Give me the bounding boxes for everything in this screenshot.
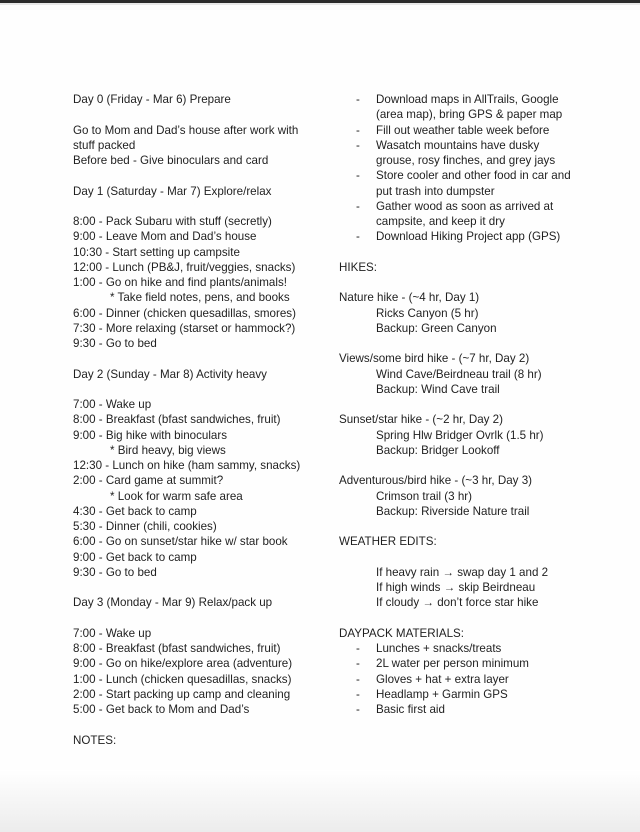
bullet-dash: - bbox=[356, 123, 360, 137]
hike-backup-trail: Backup: Wind Cave trail bbox=[376, 382, 500, 396]
hikes-list bbox=[339, 290, 599, 534]
hike-primary-trail: Crimson trail (3 hr) bbox=[376, 489, 472, 503]
spacer bbox=[339, 458, 599, 473]
spacer bbox=[339, 245, 599, 260]
bullet-text: Download Hiking Project app (GPS) bbox=[376, 230, 561, 244]
spacer bbox=[339, 275, 599, 290]
hike-title: Sunset/star hike - (~2 hr, Day 2) bbox=[339, 413, 503, 427]
notes-bullet-list bbox=[339, 92, 599, 245]
schedule-item: 9:00 - Leave Mom and Dad’s house bbox=[73, 230, 257, 244]
hike-entry bbox=[339, 290, 599, 351]
day3-schedule bbox=[73, 626, 333, 718]
bullet-dash: - bbox=[356, 703, 360, 716]
hike-backup-trail: Backup: Green Canyon bbox=[376, 321, 497, 335]
schedule-item: 9:30 - Go to bed bbox=[73, 337, 157, 350]
day0-line: stuff packed bbox=[73, 138, 136, 152]
hike-title: Views/some bird hike - (~7 hr, Day 2) bbox=[339, 352, 530, 366]
bullet-text: Lunches + snacks/treats bbox=[376, 642, 502, 655]
left-column bbox=[73, 92, 333, 748]
weather-rule: If heavy rain → swap day 1 and 2 bbox=[376, 565, 549, 579]
hike-primary-trail: Ricks Canyon (5 hr) bbox=[376, 306, 479, 320]
bullet-item bbox=[339, 138, 599, 169]
bullet-text: Gather wood as soon as arrived at campsite, and keep it dry bbox=[376, 199, 554, 228]
schedule-item: 1:00 - Go on hike and find plants/animals! bbox=[73, 276, 287, 289]
bullet-dash: - bbox=[356, 199, 360, 213]
spacer bbox=[339, 611, 599, 626]
daypack-bullet-list bbox=[339, 641, 599, 717]
notes-heading: NOTES: bbox=[73, 733, 117, 747]
bullet-dash: - bbox=[356, 657, 360, 671]
day0-line: Go to Mom and Dad’s house after work with bbox=[73, 123, 299, 137]
weather-heading: WEATHER EDITS: bbox=[339, 535, 437, 549]
spacer bbox=[339, 550, 599, 565]
schedule-item: 5:00 - Get back to Mom and Dad’s bbox=[73, 703, 250, 716]
spacer bbox=[73, 382, 333, 397]
page-bottom-shadow bbox=[0, 770, 640, 832]
schedule-note: * Look for warm safe area bbox=[110, 489, 243, 503]
bullet-text: Headlamp + Garmin GPS bbox=[376, 687, 508, 701]
schedule-item: 6:00 - Go on sunset/star hike w/ star book bbox=[73, 535, 288, 549]
bullet-text: Basic first aid bbox=[376, 703, 445, 716]
bullet-dash: - bbox=[356, 642, 360, 655]
hike-entry bbox=[339, 412, 599, 473]
bullet-item bbox=[339, 672, 599, 687]
bullet-text: Download maps in AllTrails, Google (area map), bring GPS & paper map bbox=[376, 93, 563, 122]
schedule-item: 8:00 - Pack Subaru with stuff (secretly) bbox=[73, 215, 272, 228]
schedule-item: 7:30 - More relaxing (starset or hammock?) bbox=[73, 321, 296, 335]
bullet-item bbox=[339, 641, 599, 656]
schedule-item: 2:00 - Card game at summit? bbox=[73, 474, 224, 488]
schedule-item: 9:00 - Get back to camp bbox=[73, 550, 197, 564]
schedule-note: * Bird heavy, big views bbox=[110, 443, 226, 457]
window-top-shadow bbox=[0, 3, 640, 5]
hike-title: Nature hike - (~4 hr, Day 1) bbox=[339, 291, 480, 305]
day0-heading: Day 0 (Friday - Mar 6) Prepare bbox=[73, 93, 231, 106]
bullet-text: Gloves + hat + extra layer bbox=[376, 672, 509, 686]
schedule-item: 7:00 - Wake up bbox=[73, 398, 152, 411]
schedule-item: 9:30 - Go to bed bbox=[73, 565, 157, 579]
schedule-item: 2:00 - Start packing up camp and cleaning bbox=[73, 687, 291, 701]
spacer bbox=[73, 351, 333, 366]
bullet-dash: - bbox=[356, 138, 360, 152]
day3-heading: Day 3 (Monday - Mar 9) Relax/pack up bbox=[73, 596, 273, 610]
schedule-item: 7:00 - Wake up bbox=[73, 626, 152, 640]
schedule-item: 8:00 - Breakfast (bfast sandwiches, fruit) bbox=[73, 413, 281, 427]
bullet-item bbox=[339, 702, 599, 717]
spacer bbox=[73, 580, 333, 595]
weather-rule: If high winds → skip Beirdneau bbox=[376, 581, 536, 594]
spacer bbox=[339, 336, 599, 351]
day2-heading: Day 2 (Sunday - Mar 8) Activity heavy bbox=[73, 367, 267, 381]
hikes-heading: HIKES: bbox=[339, 260, 378, 274]
day0-line: Before bed - Give binoculars and card bbox=[73, 154, 269, 167]
daypack-heading: DAYPACK MATERIALS: bbox=[339, 626, 464, 640]
bullet-item bbox=[339, 229, 599, 244]
schedule-item: 1:00 - Lunch (chicken quesadillas, snacks) bbox=[73, 672, 292, 686]
schedule-item: 9:00 - Go on hike/explore area (adventure) bbox=[73, 657, 293, 671]
schedule-item: 4:30 - Get back to camp bbox=[73, 504, 197, 518]
schedule-item: 12:00 - Lunch (PB&J, fruit/veggies, snacks) bbox=[73, 260, 296, 274]
bullet-text: Wasatch mountains have dusky grouse, rosy finches, and grey jays bbox=[376, 138, 556, 167]
bullet-item bbox=[339, 656, 599, 671]
spacer bbox=[73, 611, 333, 626]
bullet-text: Store cooler and other food in car and put trash into dumpster bbox=[376, 169, 571, 198]
hike-backup-trail: Backup: Bridger Lookoff bbox=[376, 443, 500, 457]
bullet-dash: - bbox=[356, 93, 360, 106]
bullet-item bbox=[339, 199, 599, 230]
hike-entry bbox=[339, 351, 599, 412]
bullet-dash: - bbox=[356, 687, 360, 701]
spacer bbox=[73, 168, 333, 183]
spacer bbox=[73, 199, 333, 214]
spacer bbox=[73, 717, 333, 732]
day2-schedule bbox=[73, 397, 333, 580]
bullet-dash: - bbox=[356, 169, 360, 183]
bullet-text: 2L water per person minimum bbox=[376, 657, 529, 671]
bullet-item bbox=[339, 168, 599, 199]
schedule-item: 8:00 - Breakfast (bfast sandwiches, fruit) bbox=[73, 642, 281, 655]
spacer bbox=[339, 519, 599, 534]
schedule-item: 10:30 - Start setting up campsite bbox=[73, 245, 240, 259]
bullet-dash: - bbox=[356, 230, 360, 244]
schedule-item: 5:30 - Dinner (chili, cookies) bbox=[73, 520, 217, 533]
schedule-note: * Take field notes, pens, and books bbox=[110, 291, 290, 305]
right-column bbox=[339, 92, 599, 717]
day1-schedule bbox=[73, 214, 333, 351]
schedule-item: 6:00 - Dinner (chicken quesadillas, smores) bbox=[73, 306, 296, 320]
hike-entry bbox=[339, 473, 599, 534]
bullet-item bbox=[339, 92, 599, 123]
bullet-item bbox=[339, 687, 599, 702]
bullet-item bbox=[339, 123, 599, 138]
bullet-text: Fill out weather table week before bbox=[376, 123, 550, 137]
bullet-dash: - bbox=[356, 672, 360, 686]
weather-rule: If cloudy → don’t force star hike bbox=[376, 596, 539, 610]
hike-title: Adventurous/bird hike - (~3 hr, Day 3) bbox=[339, 474, 533, 488]
day1-heading: Day 1 (Saturday - Mar 7) Explore/relax bbox=[73, 184, 272, 198]
schedule-item: 12:30 - Lunch on hike (ham sammy, snacks) bbox=[73, 459, 301, 472]
hike-primary-trail: Spring Hlw Bridger Ovrlk (1.5 hr) bbox=[376, 428, 544, 442]
hike-backup-trail: Backup: Riverside Nature trail bbox=[376, 504, 530, 518]
hike-primary-trail: Wind Cave/Beirdneau trail (8 hr) bbox=[376, 367, 542, 381]
spacer bbox=[339, 397, 599, 412]
schedule-item: 9:00 - Big hike with binoculars bbox=[73, 428, 228, 442]
spacer bbox=[73, 107, 333, 122]
